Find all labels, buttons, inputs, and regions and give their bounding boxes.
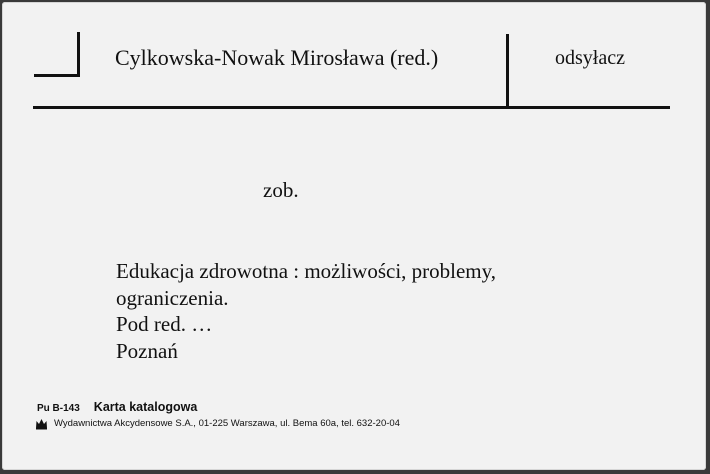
card-footer (35, 400, 400, 430)
vertical-divider (506, 34, 509, 108)
entry-line: Poznań (116, 338, 178, 363)
entry-line: Pod red. … (116, 312, 213, 336)
author-heading: Cylkowska-Nowak Mirosława (red.) (115, 45, 439, 70)
reference-type: odsyłacz (555, 47, 625, 69)
entry-line: ograniczenia. (116, 285, 229, 310)
horizontal-divider (33, 106, 670, 109)
form-title: Karta katalogowa (93, 400, 198, 414)
entry-block (116, 258, 596, 364)
form-code: Pu B-143 (37, 403, 80, 414)
publisher-row (35, 417, 400, 430)
corner-bracket (34, 32, 80, 77)
publisher-info: Wydawnictwa Akcydensowe S.A., 01-225 Warszawa, ul. Bema 60a, tel. 632-20-04 (54, 418, 400, 429)
form-row (35, 400, 400, 414)
crown-logo-icon (35, 417, 48, 430)
see-reference: zob. (263, 178, 299, 202)
entry-line: Edukacja zdrowotna : możliwości, problemy, (116, 259, 497, 283)
catalog-card (2, 2, 706, 470)
